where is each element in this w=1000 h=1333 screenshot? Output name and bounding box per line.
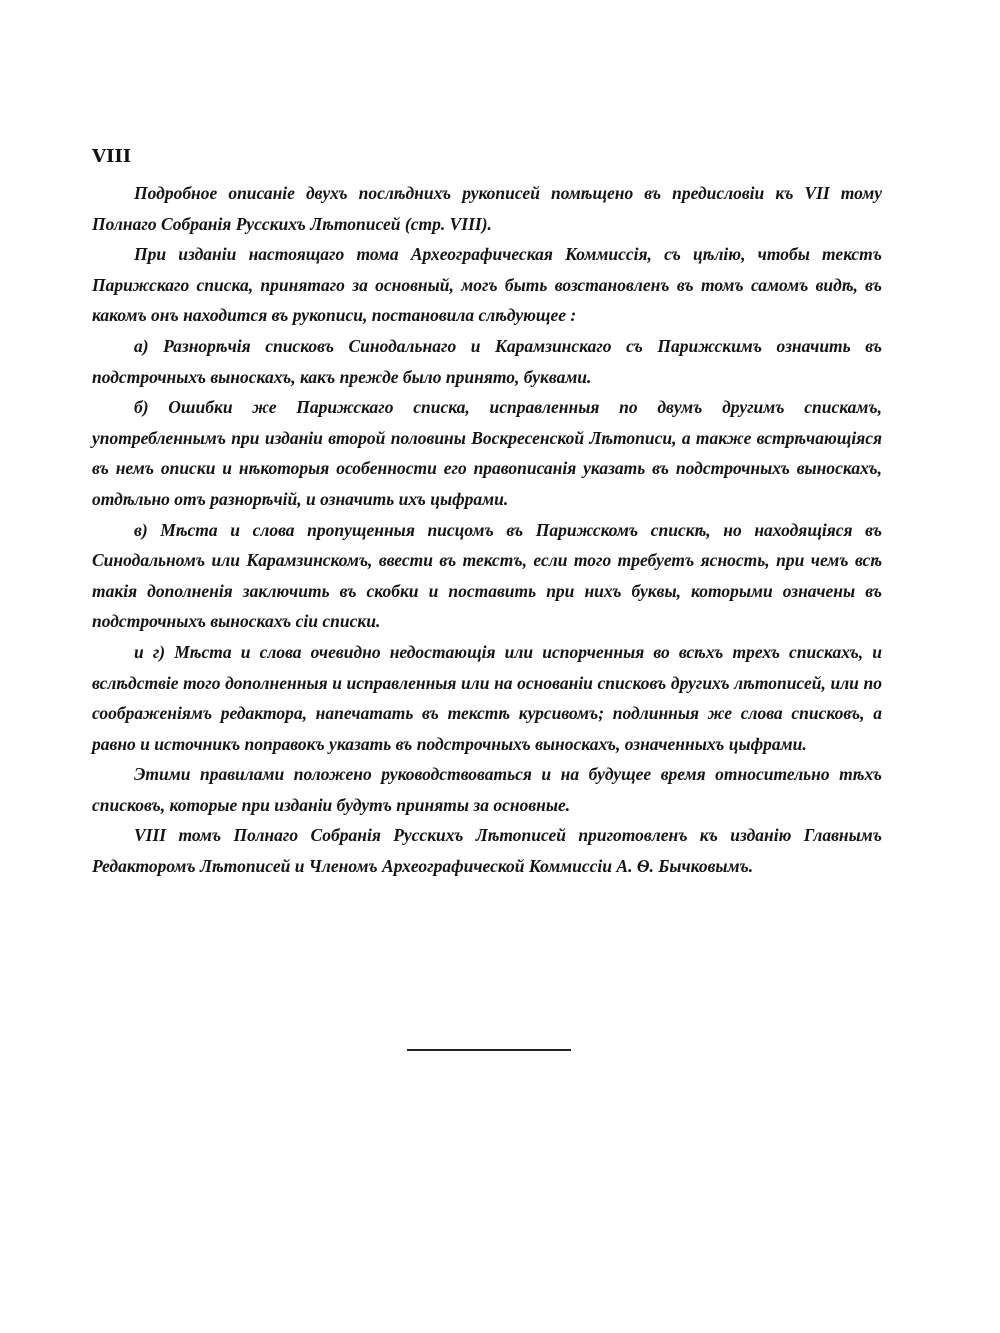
- paragraph-rule-g: и г) Мѣста и слова очевидно недостающія или испорченныя во всѣхъ трехъ спискахъ, и вслѣдствіе того дополненныя и исправленныя или на основаніи списковъ другихъ лѣтописей, или по соображеніямъ редактора, напечатать въ текстѣ курсивомъ; подлинныя же слова списковъ, а равно и источникъ поправокъ указать въ подстрочныхъ выноскахъ, означенныхъ цыфрами.: [92, 641, 882, 754]
- paragraph-rule-a: а) Разнорѣчія списковъ Синодальнаго и Карамзинскаго съ Парижскимъ означить въ подстрочныхъ выноскахъ, какъ прежде было принято, буквами.: [92, 335, 882, 387]
- section-end-rule: [407, 1049, 571, 1051]
- paragraph-future-rules: Этими правилами положено руководствоваться и на будущее время относительно тѣхъ списковъ, которые при изданіи будутъ приняты за основные.: [92, 764, 882, 815]
- paragraph-rule-b: б) Ошибки же Парижскаго списка, исправленныя по двумъ другимъ спискамъ, употребленнымъ при изданіи второй половины Воскресенской Лѣтописи, а также встрѣчающіяся въ немъ описки и нѣкоторыя особенности его правописанія указать въ подстрочныхъ выноскахъ, отдѣльно отъ разнорѣчій, и означить ихъ цыфрами.: [92, 397, 882, 509]
- paragraph-commission-rules-intro: При изданіи настоящаго тома Археографическая Коммиссія, съ цѣлію, чтобы текстъ Парижскаго списка, принятаго за основный, могъ быть возстановленъ въ томъ самомъ видѣ, въ какомъ онъ находится въ рукописи, постановила слѣдующее :: [92, 244, 882, 326]
- body-text: [92, 178, 882, 882]
- page-number: VIII: [92, 146, 132, 167]
- paragraph-editor-credit: VIII томъ Полнаго Собранія Русскихъ Лѣтописей приготовленъ къ изданію Главнымъ Редакторомъ Лѣтописей и Членомъ Археографической Коммиссіи А. Ѳ. Бычковымъ.: [92, 825, 882, 877]
- paragraph-rule-v: в) Мѣста и слова пропущенныя писцомъ въ Парижскомъ спискѣ, но находящіяся въ Синодальномъ или Карамзинскомъ, ввести въ текстъ, если того требуетъ ясность, при чемъ всѣ такія дополненія заключить въ скобки и поставить при нихъ буквы, которыми означены въ подстрочныхъ выноскахъ сіи списки.: [92, 519, 882, 632]
- paragraph-manuscript-description: Подробное описаніе двухъ послѣднихъ рукописей помѣщено въ предисловіи къ VII тому Полнаго Собранія Русскихъ Лѣтописей (стр. VIII).: [92, 183, 882, 234]
